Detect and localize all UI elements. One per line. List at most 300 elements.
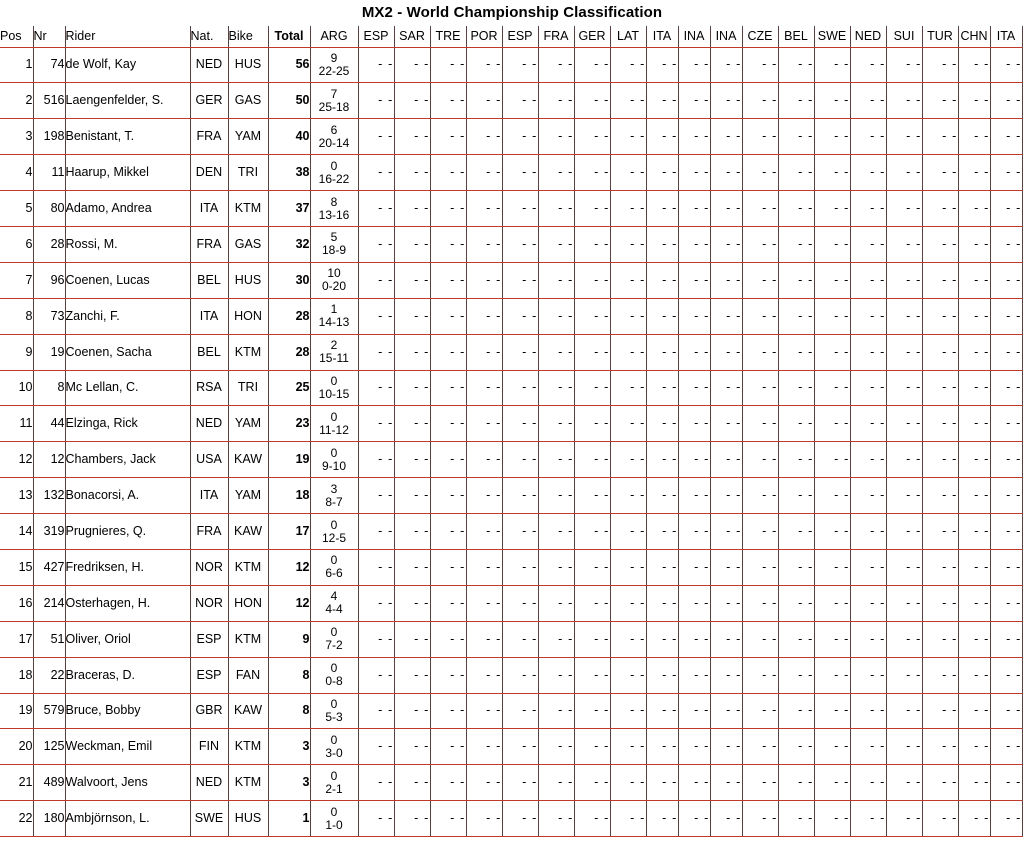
cell-position: 1: [0, 47, 33, 83]
cell-event-empty: - -: [574, 262, 610, 298]
cell-event-empty: - -: [710, 657, 742, 693]
cell-event-empty: - -: [430, 191, 466, 227]
cell-event-empty: - -: [678, 298, 710, 334]
cell-event-empty: - -: [990, 406, 1022, 442]
cell-number: 125: [33, 729, 65, 765]
cell-position: 5: [0, 191, 33, 227]
cell-event-empty: - -: [922, 729, 958, 765]
cell-rider[interactable]: Elzinga, Rick: [65, 406, 190, 442]
cell-event-empty: - -: [610, 83, 646, 119]
cell-rider[interactable]: Coenen, Lucas: [65, 262, 190, 298]
cell-event-arg[interactable]: [310, 693, 358, 729]
cell-rider[interactable]: Ambjörnson, L.: [65, 801, 190, 837]
cell-number: 74: [33, 47, 65, 83]
table-row[interactable]: [0, 729, 1022, 765]
cell-event-empty: - -: [430, 406, 466, 442]
cell-rider[interactable]: Braceras, D.: [65, 657, 190, 693]
cell-total: 32: [268, 226, 310, 262]
cell-event-empty: - -: [574, 621, 610, 657]
cell-event-empty: - -: [814, 585, 850, 621]
event-points: 3: [330, 481, 338, 496]
event-race-results: 8-7: [325, 494, 343, 509]
cell-event-empty: - -: [502, 729, 538, 765]
cell-event-empty: - -: [574, 334, 610, 370]
cell-event-empty: - -: [886, 478, 922, 514]
cell-number: 11: [33, 155, 65, 191]
table-row[interactable]: [0, 406, 1022, 442]
header-event-lat[interactable]: LAT: [610, 26, 646, 47]
header-event-tre[interactable]: TRE: [430, 26, 466, 47]
cell-event-arg[interactable]: [310, 729, 358, 765]
cell-event-empty: - -: [574, 765, 610, 801]
event-points: 0: [330, 517, 338, 532]
cell-event-empty: - -: [850, 119, 886, 155]
header-event-sar[interactable]: SAR: [394, 26, 430, 47]
cell-event-empty: - -: [678, 801, 710, 837]
cell-event-empty: - -: [502, 514, 538, 550]
cell-event-empty: - -: [778, 729, 814, 765]
cell-event-empty: - -: [610, 693, 646, 729]
event-race-results: 11-12: [319, 422, 349, 437]
cell-event-empty: - -: [502, 585, 538, 621]
cell-event-arg[interactable]: [310, 585, 358, 621]
cell-event-empty: - -: [358, 119, 394, 155]
cell-rider[interactable]: Walvoort, Jens: [65, 765, 190, 801]
cell-event-empty: - -: [958, 442, 990, 478]
cell-event-empty: - -: [538, 47, 574, 83]
cell-event-empty: - -: [742, 801, 778, 837]
table-row[interactable]: [0, 370, 1022, 406]
cell-event-empty: - -: [394, 585, 430, 621]
cell-position: 4: [0, 155, 33, 191]
cell-event-empty: - -: [358, 406, 394, 442]
header-event-por[interactable]: POR: [466, 26, 502, 47]
cell-number: 80: [33, 191, 65, 227]
cell-event-empty: - -: [358, 549, 394, 585]
cell-event-empty: - -: [850, 406, 886, 442]
cell-event-empty: - -: [922, 155, 958, 191]
header-event-ina-2[interactable]: INA: [710, 26, 742, 47]
cell-event-empty: - -: [646, 657, 678, 693]
event-points: 1: [330, 302, 338, 317]
cell-event-arg[interactable]: [310, 83, 358, 119]
header-nat[interactable]: Nat.: [190, 26, 228, 47]
cell-event-empty: - -: [358, 621, 394, 657]
cell-event-empty: - -: [430, 729, 466, 765]
cell-bike: YAM: [228, 478, 268, 514]
cell-event-empty: - -: [394, 191, 430, 227]
table-row[interactable]: [0, 298, 1022, 334]
cell-rider[interactable]: Haarup, Mikkel: [65, 155, 190, 191]
cell-event-empty: - -: [814, 765, 850, 801]
cell-event-arg[interactable]: [310, 657, 358, 693]
table-row[interactable]: [0, 801, 1022, 837]
cell-event-empty: - -: [742, 478, 778, 514]
header-event-cze[interactable]: CZE: [742, 26, 778, 47]
cell-event-empty: - -: [678, 585, 710, 621]
cell-event-empty: - -: [710, 191, 742, 227]
cell-event-empty: - -: [850, 191, 886, 227]
cell-event-empty: - -: [850, 621, 886, 657]
header-event-bel[interactable]: BEL: [778, 26, 814, 47]
cell-event-empty: - -: [710, 334, 742, 370]
cell-event-empty: - -: [646, 765, 678, 801]
cell-event-empty: - -: [502, 334, 538, 370]
event-points: 0: [330, 373, 338, 388]
cell-event-empty: - -: [610, 549, 646, 585]
cell-number: 96: [33, 262, 65, 298]
cell-event-empty: - -: [742, 765, 778, 801]
event-points: 0: [330, 553, 338, 568]
cell-event-empty: - -: [922, 191, 958, 227]
cell-event-arg[interactable]: [310, 119, 358, 155]
cell-event-empty: - -: [430, 334, 466, 370]
cell-number: 51: [33, 621, 65, 657]
cell-event-empty: - -: [958, 693, 990, 729]
cell-event-empty: - -: [958, 514, 990, 550]
table-row[interactable]: [0, 585, 1022, 621]
cell-number: 132: [33, 478, 65, 514]
cell-event-empty: - -: [814, 334, 850, 370]
cell-event-empty: - -: [990, 585, 1022, 621]
cell-nation: ESP: [190, 657, 228, 693]
cell-event-empty: - -: [710, 693, 742, 729]
cell-event-arg[interactable]: [310, 801, 358, 837]
cell-event-empty: - -: [358, 801, 394, 837]
header-event-ita-1[interactable]: ITA: [646, 26, 678, 47]
cell-event-empty: - -: [958, 801, 990, 837]
cell-rider[interactable]: Prugnieres, Q.: [65, 514, 190, 550]
cell-total: 3: [268, 765, 310, 801]
table-row[interactable]: [0, 262, 1022, 298]
cell-total: 50: [268, 83, 310, 119]
cell-event-empty: - -: [778, 155, 814, 191]
header-nr[interactable]: Nr: [33, 26, 65, 47]
cell-event-empty: - -: [922, 585, 958, 621]
event-race-results: 0-8: [325, 674, 343, 689]
cell-event-empty: - -: [990, 119, 1022, 155]
cell-nation: FRA: [190, 119, 228, 155]
cell-event-empty: - -: [710, 262, 742, 298]
cell-event-empty: - -: [466, 693, 502, 729]
cell-nation: ITA: [190, 478, 228, 514]
header-event-swe[interactable]: SWE: [814, 26, 850, 47]
cell-nation: ITA: [190, 298, 228, 334]
header-event-fra[interactable]: FRA: [538, 26, 574, 47]
cell-event-empty: - -: [610, 514, 646, 550]
cell-event-empty: - -: [358, 765, 394, 801]
cell-event-empty: - -: [538, 549, 574, 585]
event-points: 0: [330, 768, 338, 783]
header-event-ita-2[interactable]: ITA: [990, 26, 1022, 47]
cell-position: 20: [0, 729, 33, 765]
cell-event-empty: - -: [646, 334, 678, 370]
cell-event-empty: - -: [710, 585, 742, 621]
event-points: 5: [330, 230, 338, 245]
header-event-tur[interactable]: TUR: [922, 26, 958, 47]
table-row[interactable]: [0, 514, 1022, 550]
table-row[interactable]: [0, 442, 1022, 478]
cell-event-empty: - -: [610, 478, 646, 514]
cell-number: 489: [33, 765, 65, 801]
cell-event-arg[interactable]: [310, 549, 358, 585]
header-total[interactable]: Total: [268, 26, 310, 47]
table-row[interactable]: [0, 191, 1022, 227]
cell-rider[interactable]: Adamo, Andrea: [65, 191, 190, 227]
cell-event-empty: - -: [502, 226, 538, 262]
cell-total: 28: [268, 298, 310, 334]
cell-event-empty: - -: [502, 119, 538, 155]
cell-event-arg[interactable]: [310, 191, 358, 227]
table-row[interactable]: [0, 693, 1022, 729]
cell-rider[interactable]: Fredriksen, H.: [65, 549, 190, 585]
cell-event-arg[interactable]: [310, 334, 358, 370]
cell-event-empty: - -: [678, 47, 710, 83]
cell-event-empty: - -: [610, 334, 646, 370]
event-race-results: 14-13: [318, 315, 350, 330]
cell-event-empty: - -: [814, 226, 850, 262]
cell-total: 12: [268, 549, 310, 585]
cell-event-empty: - -: [466, 729, 502, 765]
cell-event-arg[interactable]: [310, 478, 358, 514]
cell-nation: BEL: [190, 334, 228, 370]
cell-event-empty: - -: [990, 549, 1022, 585]
cell-event-empty: - -: [850, 585, 886, 621]
cell-event-empty: - -: [990, 478, 1022, 514]
cell-event-empty: - -: [646, 155, 678, 191]
cell-event-empty: - -: [958, 83, 990, 119]
cell-event-empty: - -: [814, 370, 850, 406]
cell-event-arg[interactable]: [310, 765, 358, 801]
cell-event-empty: - -: [538, 155, 574, 191]
cell-rider[interactable]: Zanchi, F.: [65, 298, 190, 334]
cell-event-empty: - -: [886, 693, 922, 729]
table-row[interactable]: [0, 119, 1022, 155]
event-race-results: 1-0: [325, 817, 343, 832]
cell-event-empty: - -: [538, 478, 574, 514]
cell-event-arg[interactable]: [310, 47, 358, 83]
cell-rider[interactable]: Laengenfelder, S.: [65, 83, 190, 119]
cell-event-empty: - -: [610, 657, 646, 693]
event-race-results: 6-6: [325, 566, 343, 581]
cell-event-empty: - -: [710, 155, 742, 191]
cell-rider[interactable]: Oliver, Oriol: [65, 621, 190, 657]
cell-event-empty: - -: [502, 442, 538, 478]
header-bike[interactable]: Bike: [228, 26, 268, 47]
cell-rider[interactable]: Benistant, T.: [65, 119, 190, 155]
cell-event-empty: - -: [886, 298, 922, 334]
cell-event-empty: - -: [610, 47, 646, 83]
cell-event-empty: - -: [678, 155, 710, 191]
cell-event-empty: - -: [358, 657, 394, 693]
header-event-ina-1[interactable]: INA: [678, 26, 710, 47]
cell-event-empty: - -: [778, 370, 814, 406]
cell-event-arg[interactable]: [310, 155, 358, 191]
event-race-results: 22-25: [318, 63, 350, 78]
cell-event-empty: - -: [678, 83, 710, 119]
cell-rider[interactable]: Weckman, Emil: [65, 729, 190, 765]
cell-event-empty: - -: [710, 370, 742, 406]
cell-event-empty: - -: [502, 262, 538, 298]
header-pos[interactable]: Pos: [0, 26, 33, 47]
table-row[interactable]: [0, 155, 1022, 191]
cell-event-empty: - -: [678, 370, 710, 406]
cell-event-arg[interactable]: [310, 370, 358, 406]
cell-event-empty: - -: [394, 549, 430, 585]
cell-event-empty: - -: [646, 262, 678, 298]
cell-event-empty: - -: [430, 155, 466, 191]
cell-number: 579: [33, 693, 65, 729]
cell-event-empty: - -: [574, 549, 610, 585]
table-row[interactable]: [0, 226, 1022, 262]
cell-event-empty: - -: [922, 549, 958, 585]
table-row[interactable]: [0, 83, 1022, 119]
cell-position: 12: [0, 442, 33, 478]
cell-rider[interactable]: Mc Lellan, C.: [65, 370, 190, 406]
cell-event-empty: - -: [778, 442, 814, 478]
event-race-results: 15-11: [319, 351, 349, 366]
cell-event-empty: - -: [814, 801, 850, 837]
cell-event-empty: - -: [678, 621, 710, 657]
table-row[interactable]: [0, 657, 1022, 693]
cell-event-arg[interactable]: [310, 621, 358, 657]
cell-event-arg[interactable]: [310, 262, 358, 298]
cell-event-empty: - -: [394, 514, 430, 550]
cell-nation: NOR: [190, 585, 228, 621]
cell-bike: TRI: [228, 370, 268, 406]
cell-event-empty: - -: [990, 693, 1022, 729]
cell-event-empty: - -: [742, 693, 778, 729]
cell-event-empty: - -: [538, 262, 574, 298]
header-event-esp-1[interactable]: ESP: [358, 26, 394, 47]
table-row[interactable]: [0, 621, 1022, 657]
cell-bike: HON: [228, 585, 268, 621]
cell-event-empty: - -: [958, 155, 990, 191]
cell-rider[interactable]: Bruce, Bobby: [65, 693, 190, 729]
cell-event-empty: - -: [610, 729, 646, 765]
cell-event-empty: - -: [430, 262, 466, 298]
cell-event-empty: - -: [394, 155, 430, 191]
cell-nation: NOR: [190, 549, 228, 585]
cell-event-empty: - -: [886, 83, 922, 119]
cell-rider[interactable]: Osterhagen, H.: [65, 585, 190, 621]
cell-event-arg[interactable]: [310, 406, 358, 442]
header-event-arg[interactable]: ARG: [310, 26, 358, 47]
cell-event-empty: - -: [742, 549, 778, 585]
cell-event-empty: - -: [678, 657, 710, 693]
cell-event-empty: - -: [886, 729, 922, 765]
cell-nation: GER: [190, 83, 228, 119]
cell-total: 40: [268, 119, 310, 155]
cell-bike: KTM: [228, 334, 268, 370]
header-event-sui[interactable]: SUI: [886, 26, 922, 47]
cell-event-empty: - -: [358, 83, 394, 119]
table-row[interactable]: [0, 47, 1022, 83]
cell-position: 10: [0, 370, 33, 406]
cell-rider[interactable]: Coenen, Sacha: [65, 334, 190, 370]
header-event-chn[interactable]: CHN: [958, 26, 990, 47]
cell-rider[interactable]: Bonacorsi, A.: [65, 478, 190, 514]
cell-event-empty: - -: [922, 226, 958, 262]
cell-event-empty: - -: [502, 83, 538, 119]
cell-event-arg[interactable]: [310, 442, 358, 478]
table-row[interactable]: [0, 765, 1022, 801]
cell-rider[interactable]: Rossi, M.: [65, 226, 190, 262]
cell-event-empty: - -: [502, 693, 538, 729]
cell-position: 16: [0, 585, 33, 621]
cell-bike: GAS: [228, 83, 268, 119]
cell-position: 9: [0, 334, 33, 370]
cell-event-empty: - -: [922, 47, 958, 83]
cell-nation: GBR: [190, 693, 228, 729]
cell-event-empty: - -: [678, 262, 710, 298]
cell-bike: HUS: [228, 262, 268, 298]
cell-event-empty: - -: [922, 693, 958, 729]
cell-event-empty: - -: [922, 478, 958, 514]
cell-event-empty: - -: [538, 119, 574, 155]
table-row[interactable]: [0, 334, 1022, 370]
cell-event-empty: - -: [466, 585, 502, 621]
cell-event-arg[interactable]: [310, 514, 358, 550]
event-points: 0: [330, 409, 338, 424]
cell-event-empty: - -: [646, 406, 678, 442]
cell-nation: ESP: [190, 621, 228, 657]
cell-event-empty: - -: [990, 334, 1022, 370]
cell-event-empty: - -: [958, 226, 990, 262]
cell-event-empty: - -: [358, 298, 394, 334]
cell-event-empty: - -: [850, 442, 886, 478]
header-event-ger[interactable]: GER: [574, 26, 610, 47]
cell-event-empty: - -: [778, 585, 814, 621]
cell-nation: SWE: [190, 801, 228, 837]
cell-event-empty: - -: [430, 47, 466, 83]
event-race-results: 9-10: [321, 458, 347, 473]
event-points: 0: [330, 445, 338, 460]
cell-bike: KAW: [228, 514, 268, 550]
cell-event-empty: - -: [502, 191, 538, 227]
cell-event-empty: - -: [958, 262, 990, 298]
cell-rider[interactable]: de Wolf, Kay: [65, 47, 190, 83]
header-event-esp-2[interactable]: ESP: [502, 26, 538, 47]
cell-event-empty: - -: [538, 406, 574, 442]
cell-event-empty: - -: [394, 657, 430, 693]
cell-number: 12: [33, 442, 65, 478]
cell-position: 8: [0, 298, 33, 334]
event-points: 9: [330, 50, 338, 65]
cell-event-empty: - -: [646, 621, 678, 657]
cell-event-empty: - -: [646, 370, 678, 406]
cell-event-empty: - -: [778, 478, 814, 514]
cell-rider[interactable]: Chambers, Jack: [65, 442, 190, 478]
cell-total: 3: [268, 729, 310, 765]
event-points: 6: [330, 122, 338, 137]
cell-event-empty: - -: [394, 729, 430, 765]
cell-event-empty: - -: [610, 765, 646, 801]
cell-position: 6: [0, 226, 33, 262]
cell-event-empty: - -: [574, 119, 610, 155]
cell-event-empty: - -: [886, 155, 922, 191]
table-row[interactable]: [0, 549, 1022, 585]
cell-event-empty: - -: [814, 119, 850, 155]
cell-event-arg[interactable]: [310, 226, 358, 262]
cell-event-empty: - -: [394, 226, 430, 262]
cell-number: 73: [33, 298, 65, 334]
cell-event-arg[interactable]: [310, 298, 358, 334]
cell-event-empty: - -: [886, 621, 922, 657]
table-row[interactable]: [0, 478, 1022, 514]
header-rider[interactable]: Rider: [65, 26, 190, 47]
header-event-ned[interactable]: NED: [850, 26, 886, 47]
